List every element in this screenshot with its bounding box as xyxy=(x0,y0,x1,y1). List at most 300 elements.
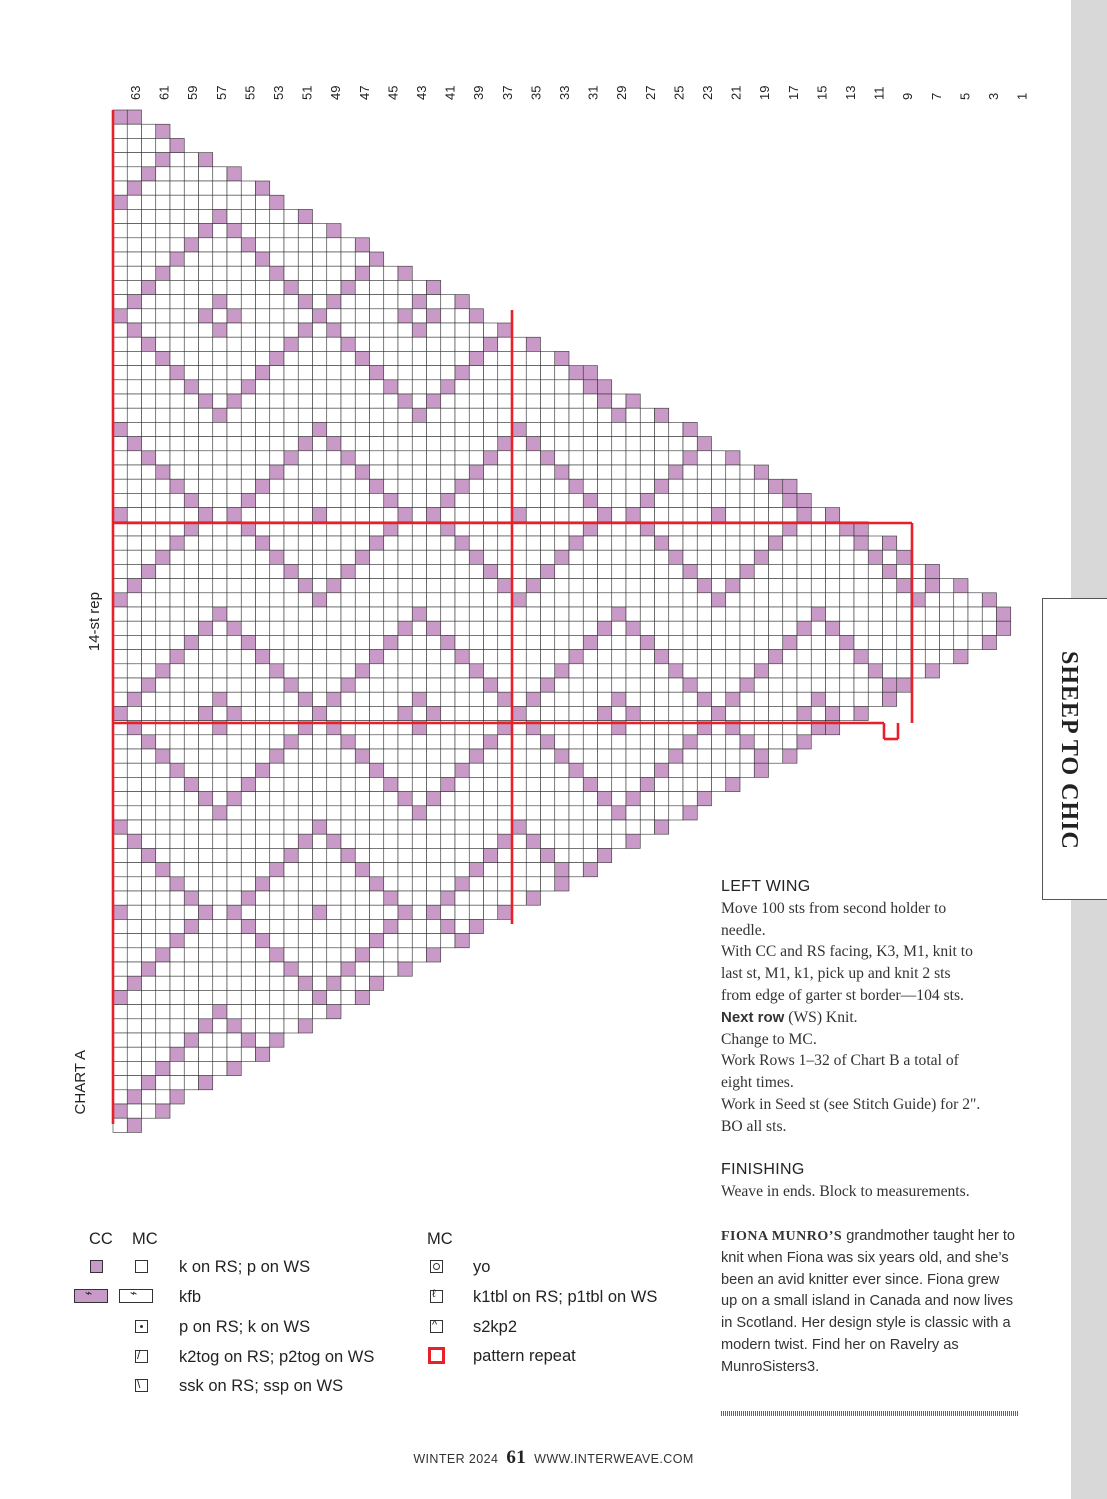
chart-cell xyxy=(555,536,569,550)
chart-cell xyxy=(256,706,270,720)
chart-cell xyxy=(370,309,384,323)
chart-cell xyxy=(284,1019,298,1033)
chart-cell xyxy=(683,493,697,507)
kfb-cell xyxy=(170,1090,184,1104)
chart-cell xyxy=(469,351,483,365)
chart-cell xyxy=(484,678,498,692)
chart-cell xyxy=(811,536,825,550)
chart-cell xyxy=(940,635,954,649)
finishing-section xyxy=(721,1159,1021,1203)
chart-cell xyxy=(797,664,811,678)
chart-cell xyxy=(213,877,227,891)
chart-cell xyxy=(484,763,498,777)
legend-mc-header: MC xyxy=(132,1230,158,1248)
chart-cell xyxy=(626,479,640,493)
chart-cell xyxy=(156,877,170,891)
chart-cell xyxy=(184,465,198,479)
chart-cell xyxy=(284,664,298,678)
chart-cell xyxy=(284,891,298,905)
chart-cell xyxy=(213,422,227,436)
chart-cell xyxy=(370,777,384,791)
kfb-cell xyxy=(697,437,711,451)
chart-cell xyxy=(256,621,270,635)
chart-cell xyxy=(555,451,569,465)
chart-cell xyxy=(241,820,255,834)
chart-cell xyxy=(640,408,654,422)
chart-cell xyxy=(370,550,384,564)
chart-cell xyxy=(840,621,854,635)
chart-cell xyxy=(427,323,441,337)
chart-cell xyxy=(284,607,298,621)
chart-cell xyxy=(256,280,270,294)
chart-cell xyxy=(341,806,355,820)
chart-cell xyxy=(883,635,897,649)
chart-cell xyxy=(455,621,469,635)
chart-cell xyxy=(313,593,327,607)
chart-cell xyxy=(142,238,156,252)
chart-cell xyxy=(683,451,697,465)
chart-cell xyxy=(854,692,868,706)
chart-cell xyxy=(526,536,540,550)
chart-cell xyxy=(213,905,227,919)
chart-cell xyxy=(370,493,384,507)
chart-cell xyxy=(241,536,255,550)
chart-cell xyxy=(127,650,141,664)
kfb-cell xyxy=(398,962,412,976)
chart-cell xyxy=(398,309,412,323)
chart-cell xyxy=(740,593,754,607)
chart-cell xyxy=(455,493,469,507)
column-number: 31 xyxy=(585,85,601,100)
chart-cell xyxy=(127,437,141,451)
chart-cell xyxy=(156,1005,170,1019)
chart-cell xyxy=(127,238,141,252)
chart-cell xyxy=(626,792,640,806)
chart-cell xyxy=(355,905,369,919)
chart-cell xyxy=(184,664,198,678)
chart-cell xyxy=(256,834,270,848)
chart-cell xyxy=(156,607,170,621)
chart-cell xyxy=(541,877,555,891)
chart-cell xyxy=(854,593,868,607)
chart-cell xyxy=(227,607,241,621)
chart-cell xyxy=(241,408,255,422)
chart-cell xyxy=(854,564,868,578)
chart-cell xyxy=(412,692,426,706)
chart-cell xyxy=(184,635,198,649)
chart-cell xyxy=(241,990,255,1004)
chart-cell xyxy=(355,678,369,692)
chart-cell xyxy=(655,735,669,749)
chart-cell xyxy=(170,1076,184,1090)
chart-cell xyxy=(270,593,284,607)
legend-label: kfb xyxy=(179,1288,202,1306)
chart-cell xyxy=(256,749,270,763)
chart-cell xyxy=(184,479,198,493)
chart-cell xyxy=(341,692,355,706)
chart-cell xyxy=(541,848,555,862)
chart-cell xyxy=(284,877,298,891)
chart-cell xyxy=(170,948,184,962)
chart-cell xyxy=(156,1019,170,1033)
chart-cell xyxy=(427,493,441,507)
chart-cell xyxy=(313,295,327,309)
chart-cell xyxy=(241,422,255,436)
chart-cell xyxy=(284,408,298,422)
chart-cell xyxy=(170,990,184,1004)
chart-cell xyxy=(569,564,583,578)
chart-cell xyxy=(797,607,811,621)
chart-cell xyxy=(598,422,612,436)
chart-cell xyxy=(142,678,156,692)
chart-cell xyxy=(526,479,540,493)
chart-cell xyxy=(170,579,184,593)
chart-cell xyxy=(484,451,498,465)
chart-cell xyxy=(384,437,398,451)
chart-cell xyxy=(626,579,640,593)
chart-cell xyxy=(655,763,669,777)
chart-cell xyxy=(213,437,227,451)
chart-cell xyxy=(156,1061,170,1075)
chart-cell xyxy=(398,806,412,820)
chart-cell xyxy=(883,664,897,678)
chart-cell xyxy=(213,1005,227,1019)
chart-cell xyxy=(199,451,213,465)
chart-cell xyxy=(313,337,327,351)
chart-cell xyxy=(327,664,341,678)
chart-cell xyxy=(327,564,341,578)
chart-cell xyxy=(626,593,640,607)
chart-cell xyxy=(455,863,469,877)
chart-cell xyxy=(968,635,982,649)
chart-cell xyxy=(355,650,369,664)
chart-cell xyxy=(469,593,483,607)
chart-cell xyxy=(541,465,555,479)
chart-cell xyxy=(284,990,298,1004)
chart-cell xyxy=(683,579,697,593)
chart-cell xyxy=(199,621,213,635)
chart-cell xyxy=(284,536,298,550)
chart-cell xyxy=(213,706,227,720)
chart-cell xyxy=(441,635,455,649)
chart-cell xyxy=(555,621,569,635)
chart-cell xyxy=(156,280,170,294)
kfb-cell xyxy=(754,465,768,479)
chart-cell xyxy=(598,451,612,465)
chart-cell xyxy=(170,508,184,522)
chart-cell xyxy=(227,1019,241,1033)
chart-cell xyxy=(327,749,341,763)
chart-cell xyxy=(327,863,341,877)
chart-cell xyxy=(427,380,441,394)
chart-cell xyxy=(113,408,127,422)
chart-cell xyxy=(555,820,569,834)
kfb-cell xyxy=(598,380,612,394)
backslash-icon: \ xyxy=(135,1379,148,1392)
chart-cell xyxy=(213,962,227,976)
chart-cell xyxy=(213,990,227,1004)
chart-cell xyxy=(398,792,412,806)
chart-cell xyxy=(213,692,227,706)
chart-cell xyxy=(469,493,483,507)
chart-cell xyxy=(640,635,654,649)
chart-cell xyxy=(441,366,455,380)
chart-cell xyxy=(184,848,198,862)
chart-cell xyxy=(127,167,141,181)
chart-cell xyxy=(256,337,270,351)
chart-cell xyxy=(740,650,754,664)
chart-cell xyxy=(113,1061,127,1075)
chart-cell xyxy=(156,422,170,436)
legend-cc-header: CC xyxy=(89,1230,113,1248)
chart-cell xyxy=(612,806,626,820)
chart-cell xyxy=(213,635,227,649)
chart-cell xyxy=(213,479,227,493)
chart-cell xyxy=(298,806,312,820)
chart-cell xyxy=(598,394,612,408)
chart-cell xyxy=(754,635,768,649)
chart-cell xyxy=(284,650,298,664)
chart-cell xyxy=(469,664,483,678)
chart-cell xyxy=(412,834,426,848)
chart-cell xyxy=(199,607,213,621)
caret-icon: ^ xyxy=(430,1320,443,1333)
chart-cell xyxy=(484,863,498,877)
chart-cell xyxy=(241,1019,255,1033)
chart-cell xyxy=(313,834,327,848)
chart-cell xyxy=(298,962,312,976)
chart-cell xyxy=(298,323,312,337)
chart-cell xyxy=(370,692,384,706)
chart-cell xyxy=(170,309,184,323)
chart-cell xyxy=(341,337,355,351)
chart-cell xyxy=(697,451,711,465)
chart-cell xyxy=(526,621,540,635)
chart-cell xyxy=(541,607,555,621)
chart-cell xyxy=(697,635,711,649)
chart-cell xyxy=(469,820,483,834)
chart-cell xyxy=(270,380,284,394)
chart-cell xyxy=(669,664,683,678)
chart-cell xyxy=(526,607,540,621)
chart-cell xyxy=(241,692,255,706)
chart-cell xyxy=(170,607,184,621)
chart-cell xyxy=(142,877,156,891)
chart-cell xyxy=(455,678,469,692)
chart-cell xyxy=(313,777,327,791)
chart-cell xyxy=(384,550,398,564)
chart-cell xyxy=(270,664,284,678)
chart-cell xyxy=(726,706,740,720)
chart-cell xyxy=(441,408,455,422)
chart-cell xyxy=(569,749,583,763)
chart-cell xyxy=(113,394,127,408)
chart-cell xyxy=(640,664,654,678)
chart-cell xyxy=(213,493,227,507)
chart-cell xyxy=(327,593,341,607)
chart-cell xyxy=(213,238,227,252)
chart-cell xyxy=(498,621,512,635)
chart-cell xyxy=(811,607,825,621)
chart-cell xyxy=(256,323,270,337)
chart-cell xyxy=(854,607,868,621)
chart-cell xyxy=(726,749,740,763)
chart-cell xyxy=(184,394,198,408)
chart-cell xyxy=(441,564,455,578)
chart-cell xyxy=(384,792,398,806)
chart-cell xyxy=(370,934,384,948)
chart-cell xyxy=(526,380,540,394)
chart-cell xyxy=(199,280,213,294)
section-tab-label: SHEEP TO CHIC xyxy=(1056,651,1082,850)
chart-cell xyxy=(156,1047,170,1061)
chart-cell xyxy=(227,508,241,522)
chart-cell xyxy=(313,948,327,962)
chart-cell xyxy=(498,735,512,749)
chart-cell xyxy=(270,905,284,919)
chart-cell xyxy=(327,252,341,266)
chart-cell xyxy=(142,1005,156,1019)
chart-cell xyxy=(384,621,398,635)
chart-cell xyxy=(412,763,426,777)
chart-cell xyxy=(826,564,840,578)
chart-cell xyxy=(227,266,241,280)
chart-cell xyxy=(384,934,398,948)
chart-cell xyxy=(598,621,612,635)
chart-cell xyxy=(298,948,312,962)
column-number: 27 xyxy=(642,85,658,100)
chart-cell xyxy=(298,635,312,649)
chart-cell xyxy=(313,706,327,720)
chart-cell xyxy=(655,650,669,664)
chart-cell xyxy=(170,664,184,678)
chart-cell xyxy=(227,380,241,394)
chart-cell xyxy=(370,678,384,692)
chart-cell xyxy=(199,309,213,323)
chart-cell xyxy=(655,508,669,522)
chart-cell xyxy=(769,650,783,664)
chart-cell xyxy=(655,777,669,791)
chart-cell xyxy=(669,437,683,451)
chart-cell xyxy=(341,508,355,522)
chart-cell xyxy=(327,948,341,962)
chart-cell xyxy=(555,366,569,380)
chart-cell xyxy=(213,792,227,806)
chart-cell xyxy=(370,607,384,621)
chart-cell xyxy=(555,664,569,678)
chart-cell xyxy=(355,479,369,493)
chart-cell xyxy=(769,607,783,621)
chart-cell xyxy=(583,479,597,493)
chart-cell xyxy=(256,266,270,280)
chart-cell xyxy=(327,408,341,422)
chart-cell xyxy=(313,848,327,862)
chart-cell xyxy=(441,919,455,933)
chart-cell xyxy=(327,635,341,649)
chart-cell xyxy=(184,905,198,919)
chart-cell xyxy=(199,323,213,337)
chart-cell xyxy=(441,380,455,394)
chart-cell xyxy=(925,607,939,621)
chart-cell xyxy=(526,777,540,791)
chart-cell xyxy=(583,564,597,578)
chart-cell xyxy=(298,834,312,848)
chart-cell xyxy=(697,777,711,791)
chart-cell xyxy=(113,593,127,607)
chart-cell xyxy=(327,763,341,777)
chart-cell xyxy=(313,1005,327,1019)
chart-cell xyxy=(384,763,398,777)
chart-cell xyxy=(783,664,797,678)
chart-cell xyxy=(683,706,697,720)
chart-cell xyxy=(142,153,156,167)
chart-cell xyxy=(797,536,811,550)
chart-cell xyxy=(298,621,312,635)
chart-cell xyxy=(142,380,156,394)
chart-cell xyxy=(883,550,897,564)
chart-cell xyxy=(156,919,170,933)
kfb-cell xyxy=(655,408,669,422)
cc-square-icon xyxy=(90,1260,103,1273)
chart-cell xyxy=(213,806,227,820)
column-number: 3 xyxy=(986,92,1001,100)
chart-cell xyxy=(298,451,312,465)
chart-cell xyxy=(341,749,355,763)
chart-cell xyxy=(427,295,441,309)
chart-cell xyxy=(313,806,327,820)
chart-cell xyxy=(142,195,156,209)
column-number: 13 xyxy=(843,85,858,100)
chart-cell xyxy=(170,1061,184,1075)
chart-cell xyxy=(811,579,825,593)
chart-cell xyxy=(598,493,612,507)
chart-cell xyxy=(897,579,911,593)
kfb-cell xyxy=(997,621,1011,635)
chart-cell xyxy=(498,848,512,862)
chart-cell xyxy=(370,792,384,806)
chart-cell xyxy=(669,422,683,436)
chart-cell xyxy=(313,763,327,777)
chart-cell xyxy=(113,891,127,905)
chart-cell xyxy=(184,181,198,195)
chart-cell xyxy=(512,706,526,720)
chart-cell xyxy=(370,295,384,309)
chart-cell xyxy=(469,337,483,351)
chart-cell xyxy=(655,550,669,564)
chart-cell xyxy=(127,735,141,749)
chart-cell xyxy=(640,579,654,593)
chart-cell xyxy=(370,437,384,451)
chart-cell xyxy=(355,351,369,365)
chart-cell xyxy=(598,692,612,706)
chart-cell xyxy=(598,820,612,834)
chart-cell xyxy=(783,508,797,522)
chart-cell xyxy=(598,607,612,621)
chart-cell xyxy=(313,550,327,564)
chart-cell xyxy=(127,990,141,1004)
chart-cell xyxy=(441,664,455,678)
chart-cell xyxy=(313,479,327,493)
chart-cell xyxy=(512,834,526,848)
chart-cell xyxy=(184,536,198,550)
chart-cell xyxy=(284,678,298,692)
chart-cell xyxy=(883,650,897,664)
chart-cell xyxy=(612,422,626,436)
chart-cell xyxy=(370,479,384,493)
chart-cell xyxy=(769,579,783,593)
chart-cell xyxy=(612,706,626,720)
chart-cell xyxy=(640,777,654,791)
